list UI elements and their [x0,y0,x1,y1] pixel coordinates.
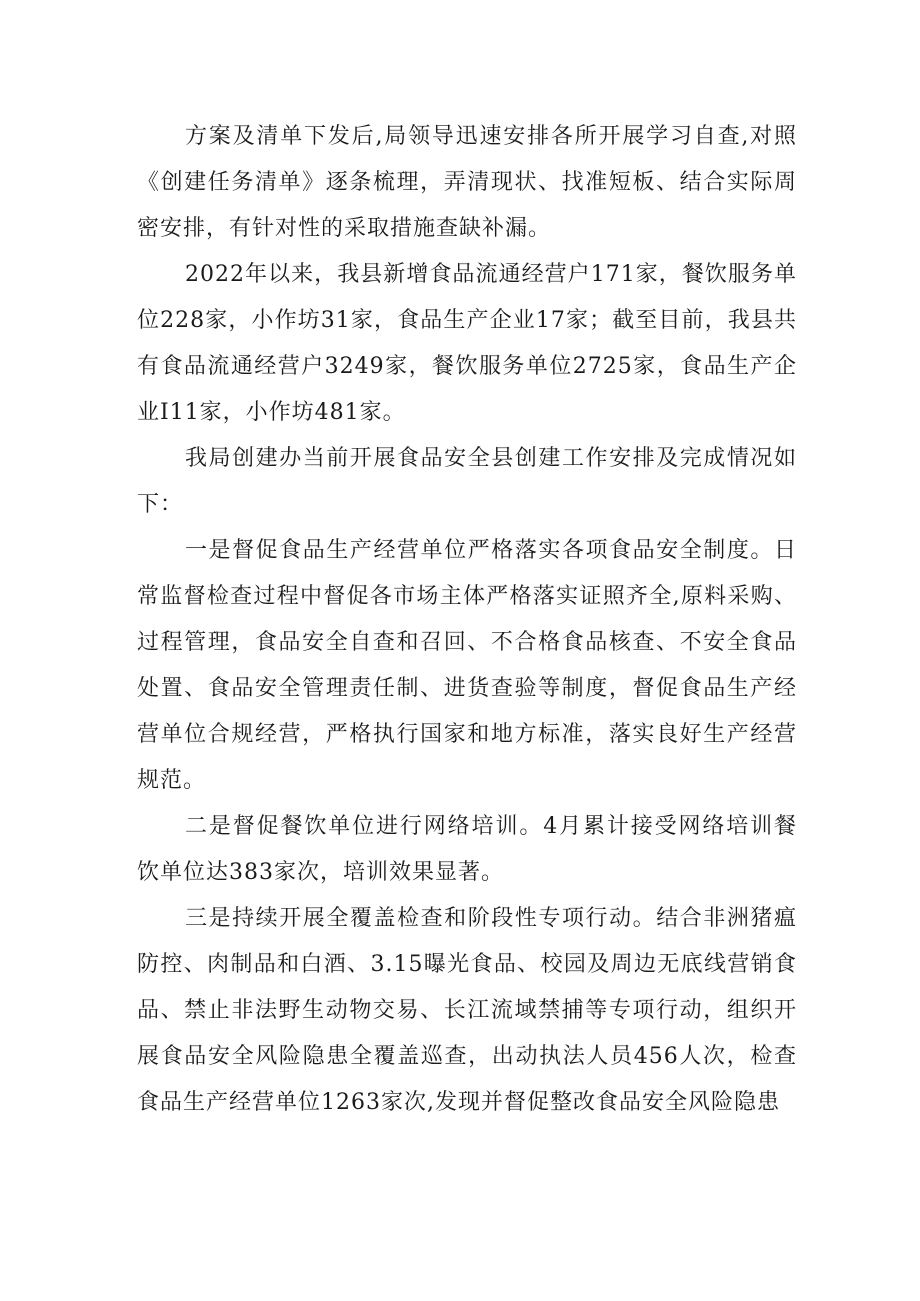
paragraph-item-one: 一是督促食品生产经营单位严格落实各项食品安全制度。日常监督检查过程中督促各市场主体严格落实证照齐全,原料采购、过程管理，食品安全自查和召回、不合格食品核查、不安全食品处置、食品安全管理责任制、进货查验等制度，督促食品生产经营单位合规经营，严格执行国家和地方标准，落实良好生产经营规范。 [137,538,797,793]
paragraph-plan-distribution: 方案及清单下发后,局领导迅速安排各所开展学习自查,对照《创建任务清单》逐条梳理，弄清现状、找准短板、结合实际周密安排，有针对性的采取措施查缺补漏。 [137,124,797,241]
paragraph-statistics: 2022年以来，我县新增食品流通经营户171家，餐饮服务单位228家，小作坊31家，食品生产企业17家；截至目前，我县共有食品流通经营户3249家，餐饮服务单位2725家，食品生产企业I11家，小作坊481家。 [137,262,797,425]
paragraph-intro: 我局创建办当前开展食品安全县创建工作安排及完成情况如下： [137,446,797,517]
document-body [137,114,797,1126]
paragraph-item-two: 二是督促餐饮单位进行网络培训。4月累计接受网络培训餐饮单位达383家次，培训效果显著。 [137,814,797,885]
paragraph-item-three: 三是持续开展全覆盖检查和阶段性专项行动。结合非洲猪瘟防控、肉制品和白酒、3.15曝光食品、校园及周边无底线营销食品、禁止非法野生动物交易、长江流域禁捕等专项行动，组织开展食品安全风险隐患全覆盖巡查，出动执法人员456人次，检查食品生产经营单位1263家次,发现并督促整改食品安全风险隐患 [137,906,797,1115]
